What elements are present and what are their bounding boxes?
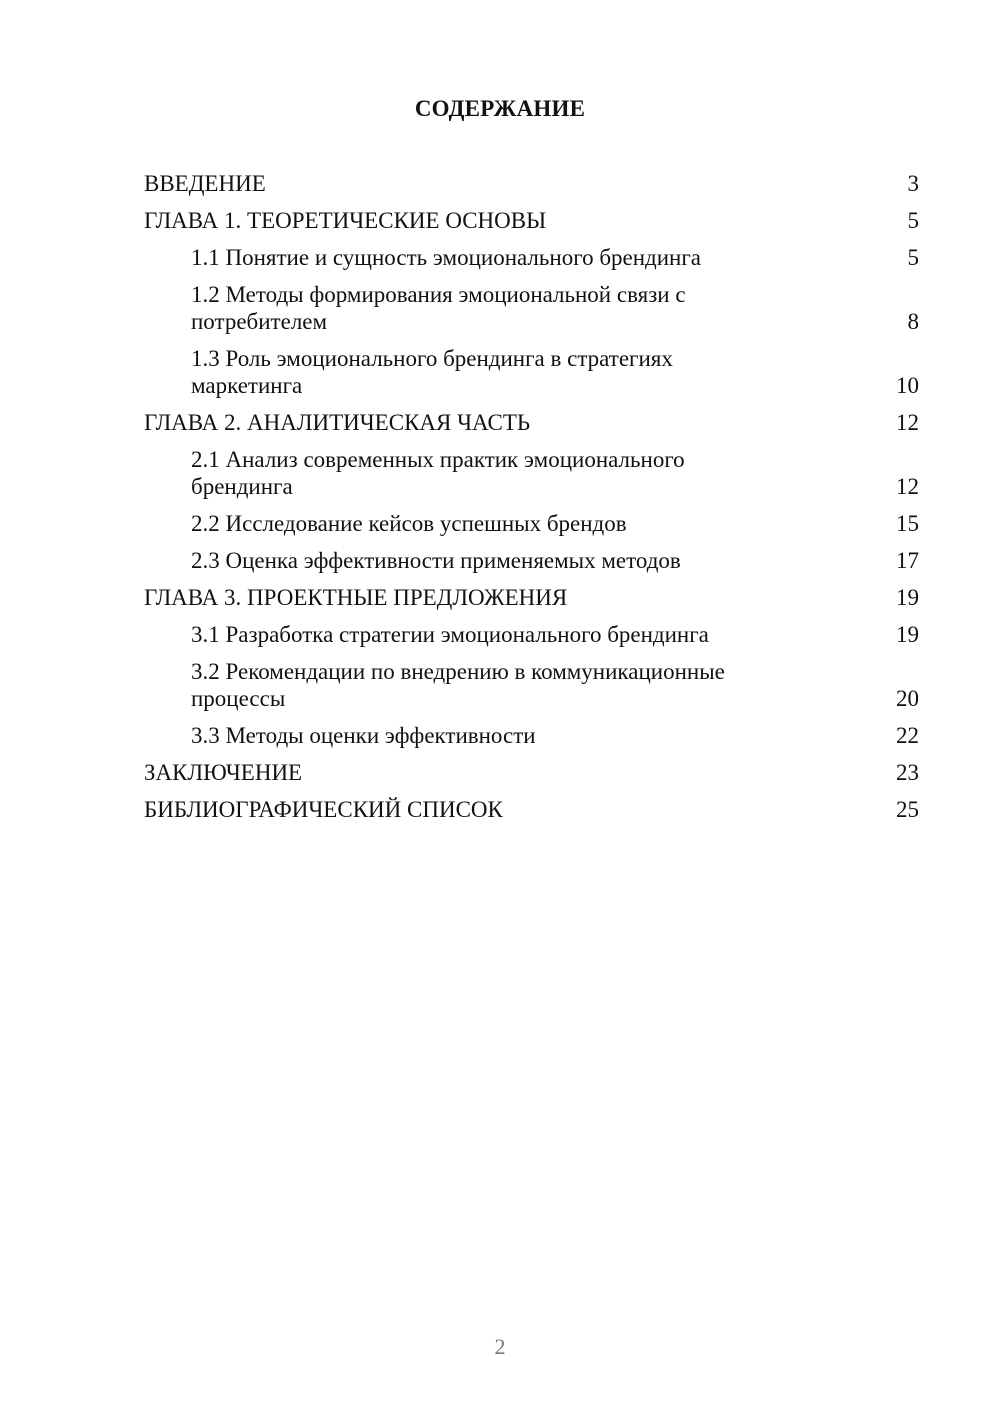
toc-entry-bibliography[interactable] xyxy=(144,796,919,823)
toc-entry-page: 8 xyxy=(907,309,919,334)
toc-entry-page: 23 xyxy=(896,760,919,785)
page-number: 2 xyxy=(494,1334,506,1359)
toc-entry-page: 3 xyxy=(907,171,919,196)
toc-entry-page: 5 xyxy=(907,245,919,270)
table-of-contents xyxy=(144,170,919,833)
toc-entry-section-2-3[interactable] xyxy=(144,547,919,574)
toc-entry-section-3-2[interactable] xyxy=(144,658,919,712)
toc-entry-chapter-1[interactable] xyxy=(144,207,919,234)
toc-entry-page: 22 xyxy=(896,723,919,748)
toc-entry-page: 12 xyxy=(896,410,919,435)
toc-entry-label: ГЛАВА 3. ПРОЕКТНЫЕ ПРЕДЛОЖЕНИЯ xyxy=(144,585,568,610)
toc-entry-section-1-2[interactable] xyxy=(144,281,919,335)
toc-entry-chapter-3[interactable] xyxy=(144,584,919,611)
toc-entry-label: 1.3 Роль эмоционального брендинга в стратегиях маркетинга xyxy=(191,346,673,398)
toc-entry-chapter-2[interactable] xyxy=(144,409,919,436)
toc-entry-label: 3.2 Рекомендации по внедрению в коммуникационные процессы xyxy=(191,659,725,711)
toc-entry-page: 15 xyxy=(896,511,919,536)
toc-entry-section-2-1[interactable] xyxy=(144,446,919,500)
toc-entry-label: ВВЕДЕНИЕ xyxy=(144,171,266,196)
toc-entry-section-1-1[interactable] xyxy=(144,244,919,271)
toc-entry-conclusion[interactable] xyxy=(144,759,919,786)
toc-entry-page: 19 xyxy=(896,622,919,647)
toc-entry-page: 12 xyxy=(896,474,919,499)
toc-entry-label: 1.1 Понятие и сущность эмоционального брендинга xyxy=(191,245,701,270)
toc-entry-page: 10 xyxy=(896,373,919,398)
toc-entry-page: 25 xyxy=(896,797,919,822)
toc-entry-section-3-1[interactable] xyxy=(144,621,919,648)
toc-entry-introduction[interactable] xyxy=(144,170,919,197)
toc-entry-page: 17 xyxy=(896,548,919,573)
toc-entry-label: БИБЛИОГРАФИЧЕСКИЙ СПИСОК xyxy=(144,797,503,822)
toc-entry-label: ЗАКЛЮЧЕНИЕ xyxy=(144,760,303,785)
toc-entry-label: 3.3 Методы оценки эффективности xyxy=(191,723,536,748)
toc-entry-page: 5 xyxy=(907,208,919,233)
toc-entry-label: 2.2 Исследование кейсов успешных брендов xyxy=(191,511,627,536)
toc-entry-page: 19 xyxy=(896,585,919,610)
toc-entry-label: ГЛАВА 1. ТЕОРЕТИЧЕСКИЕ ОСНОВЫ xyxy=(144,208,547,233)
toc-entry-label: ГЛАВА 2. АНАЛИТИЧЕСКАЯ ЧАСТЬ xyxy=(144,410,531,435)
toc-entry-label: 2.1 Анализ современных практик эмоционального брендинга xyxy=(191,447,685,499)
toc-entry-section-3-3[interactable] xyxy=(144,722,919,749)
page-title: СОДЕРЖАНИЕ xyxy=(414,96,586,121)
toc-entry-section-1-3[interactable] xyxy=(144,345,919,399)
toc-entry-section-2-2[interactable] xyxy=(144,510,919,537)
toc-entry-label: 1.2 Методы формирования эмоциональной связи с потребителем xyxy=(191,282,686,334)
toc-entry-label: 3.1 Разработка стратегии эмоционального брендинга xyxy=(191,622,709,647)
toc-entry-label: 2.3 Оценка эффективности применяемых методов xyxy=(191,548,681,573)
toc-entry-page: 20 xyxy=(896,686,919,711)
